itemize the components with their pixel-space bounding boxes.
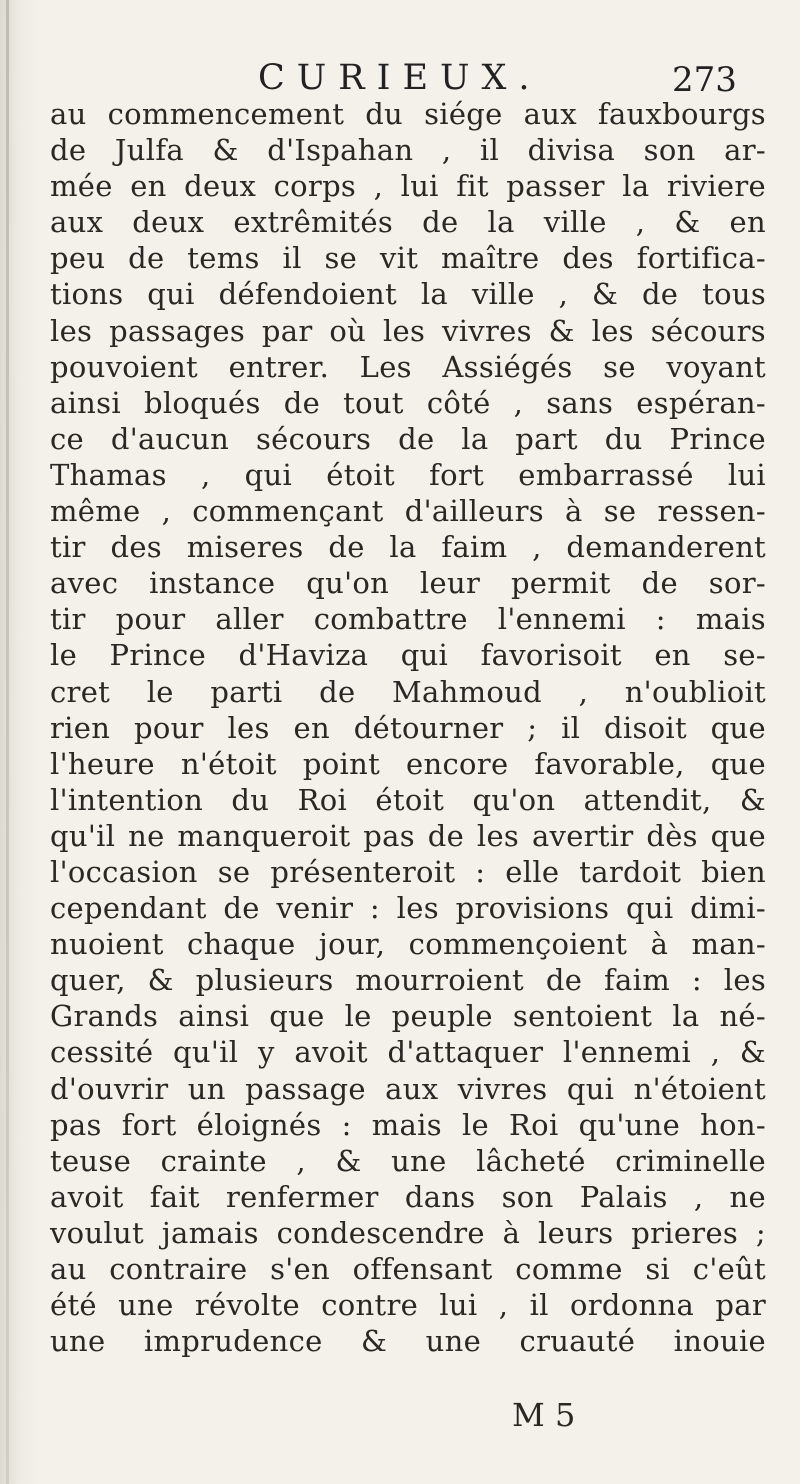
body-text [50, 96, 766, 1359]
text-line: Grands ainsi que le peuple sentoient la né- [50, 999, 766, 1034]
text-line: teuse crainte , & une lâcheté criminelle [50, 1143, 766, 1178]
page-number: 273 [672, 60, 737, 100]
text-line: Thamas , qui étoit fort embarrassé lui [50, 457, 766, 492]
text-line: ce d'aucun sécours de la part du Prince [50, 421, 766, 456]
text-line: rien pour les en détourner ; il disoit que [50, 710, 766, 745]
text-line: pouvoient entrer. Les Assiégés se voyant [50, 349, 766, 384]
text-line: de Julfa & d'Ispahan , il divisa son ar- [50, 133, 766, 168]
text-line: peu de tems il se vit maître des fortifica- [50, 241, 766, 276]
text-line: pas fort éloignés : mais le Roi qu'une hon- [50, 1107, 766, 1142]
text-line: quer, & plusieurs mourroient de faim : les [50, 963, 766, 998]
text-line: tir pour aller combattre l'ennemi : mais [50, 602, 766, 637]
text-line: même , commençant d'ailleurs à se ressen- [50, 494, 766, 529]
text-line: ainsi bloqués de tout côté , sans espéran- [50, 385, 766, 420]
text-line: avec instance qu'on leur permit de sor- [50, 566, 766, 601]
text-line: cessité qu'il y avoit d'attaquer l'ennemi , & [50, 1035, 766, 1070]
text-line: nuoient chaque jour, commençoient à man- [50, 927, 766, 962]
text-line: au commencement du siége aux fauxbourgs [50, 97, 766, 131]
text-line: été une révolte contre lui , il ordonna par [50, 1288, 766, 1323]
text-line: avoit fait renfermer dans son Palais , ne [50, 1179, 766, 1214]
running-head: CURIEUX. [258, 58, 542, 98]
binding-gutter [6, 0, 9, 1484]
text-line: tions qui défendoient la ville , & de tous [50, 277, 766, 312]
text-line: mée en deux corps , lui fit passer la riviere [50, 169, 766, 204]
text-line: aux deux extrêmités de la ville , & en [50, 205, 766, 240]
text-line: le Prince d'Haviza qui favorisoit en se- [50, 638, 766, 673]
text-line: l'intention du Roi étoit qu'on attendit, & [50, 782, 766, 817]
text-line: une imprudence & une cruauté inouie [50, 1324, 766, 1359]
signature-mark: M 5 [512, 1396, 576, 1434]
text-line: tir des miseres de la faim , demanderent [50, 530, 766, 565]
text-line: cret le parti de Mahmoud , n'oublioit [50, 674, 766, 709]
text-line: cependant de venir : les provisions qui dimi- [50, 891, 766, 926]
text-line: voulut jamais condescendre à leurs prieres ; [50, 1215, 766, 1250]
text-line: au contraire s'en offensant comme si c'eût [50, 1252, 766, 1286]
text-line: l'heure n'étoit point encore favorable, que [50, 746, 766, 781]
text-line: qu'il ne manqueroit pas de les avertir dès que [50, 818, 766, 853]
text-line: d'ouvrir un passage aux vivres qui n'étoient [50, 1071, 766, 1106]
text-line: les passages par où les vivres & les sécours [50, 313, 766, 348]
text-line: l'occasion se présenteroit : elle tardoit bien [50, 854, 766, 889]
